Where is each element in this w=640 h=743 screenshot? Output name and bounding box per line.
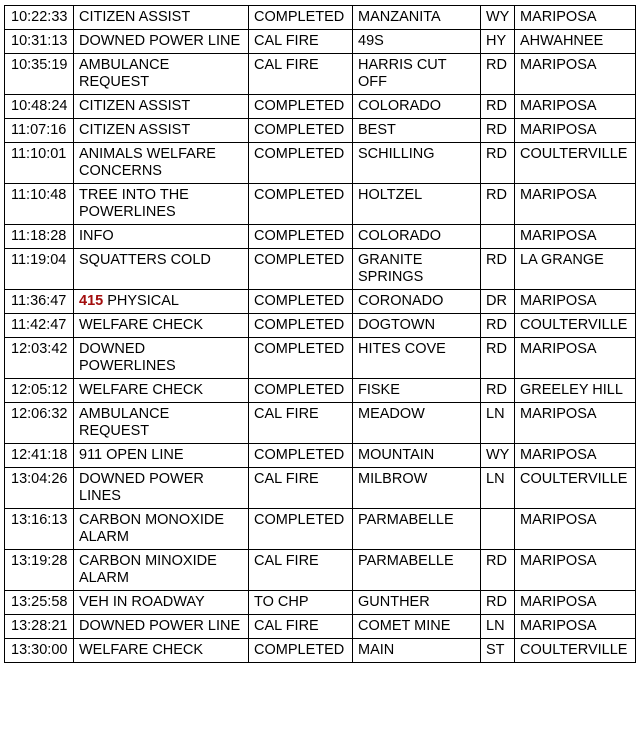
table-row <box>5 184 636 225</box>
street-cell: DOGTOWN <box>353 314 481 338</box>
city-cell: MARIPOSA <box>515 95 636 119</box>
city-cell: MARIPOSA <box>515 54 636 95</box>
incident-cell: CARBON MONOXIDE ALARM <box>74 509 249 550</box>
table-row <box>5 249 636 290</box>
street-cell: HARRIS CUT OFF <box>353 54 481 95</box>
incident-cell: TREE INTO THE POWERLINES <box>74 184 249 225</box>
status-cell: COMPLETED <box>249 290 353 314</box>
status-cell: COMPLETED <box>249 6 353 30</box>
status-cell: COMPLETED <box>249 379 353 403</box>
incident-cell: AMBULANCE REQUEST <box>74 54 249 95</box>
road-type-cell: RD <box>481 314 515 338</box>
table-row <box>5 6 636 30</box>
table-row <box>5 143 636 184</box>
table-row <box>5 509 636 550</box>
street-cell: COLORADO <box>353 225 481 249</box>
time-cell: 10:48:24 <box>5 95 74 119</box>
status-cell: COMPLETED <box>249 639 353 663</box>
incident-log <box>4 5 635 663</box>
time-cell: 11:36:47 <box>5 290 74 314</box>
time-cell: 11:42:47 <box>5 314 74 338</box>
incident-cell: CITIZEN ASSIST <box>74 6 249 30</box>
status-cell: CAL FIRE <box>249 550 353 591</box>
time-cell: 11:07:16 <box>5 119 74 143</box>
street-cell: 49S <box>353 30 481 54</box>
city-cell: COULTERVILLE <box>515 143 636 184</box>
incident-cell: AMBULANCE REQUEST <box>74 403 249 444</box>
time-cell: 11:10:48 <box>5 184 74 225</box>
table-row <box>5 54 636 95</box>
time-cell: 12:03:42 <box>5 338 74 379</box>
road-type-cell: RD <box>481 54 515 95</box>
city-cell: MARIPOSA <box>515 591 636 615</box>
road-type-cell: WY <box>481 6 515 30</box>
status-cell: COMPLETED <box>249 444 353 468</box>
road-type-cell <box>481 225 515 249</box>
city-cell: GREELEY HILL <box>515 379 636 403</box>
table-row <box>5 444 636 468</box>
city-cell: COULTERVILLE <box>515 314 636 338</box>
table-row <box>5 615 636 639</box>
time-cell: 13:04:26 <box>5 468 74 509</box>
incident-cell: DOWNED POWER LINES <box>74 468 249 509</box>
street-cell: FISKE <box>353 379 481 403</box>
city-cell: MARIPOSA <box>515 444 636 468</box>
street-cell: PARMABELLE <box>353 550 481 591</box>
time-cell: 10:35:19 <box>5 54 74 95</box>
status-cell: CAL FIRE <box>249 54 353 95</box>
road-type-cell: RD <box>481 143 515 184</box>
city-cell: MARIPOSA <box>515 509 636 550</box>
incident-cell: CITIZEN ASSIST <box>74 95 249 119</box>
status-cell: COMPLETED <box>249 95 353 119</box>
incident-cell: DOWNED POWERLINES <box>74 338 249 379</box>
street-cell: GUNTHER <box>353 591 481 615</box>
status-cell: COMPLETED <box>249 143 353 184</box>
street-cell: SCHILLING <box>353 143 481 184</box>
city-cell: MARIPOSA <box>515 290 636 314</box>
time-cell: 12:06:32 <box>5 403 74 444</box>
time-cell: 12:41:18 <box>5 444 74 468</box>
road-type-cell: RD <box>481 338 515 379</box>
incident-cell: WELFARE CHECK <box>74 639 249 663</box>
road-type-cell: LN <box>481 468 515 509</box>
table-row <box>5 290 636 314</box>
incident-cell <box>74 290 249 314</box>
city-cell: MARIPOSA <box>515 119 636 143</box>
road-type-cell: RD <box>481 184 515 225</box>
status-cell: TO CHP <box>249 591 353 615</box>
street-cell: GRANITE SPRINGS <box>353 249 481 290</box>
road-type-cell: RD <box>481 249 515 290</box>
street-cell: MOUNTAIN <box>353 444 481 468</box>
road-type-cell: RD <box>481 550 515 591</box>
street-cell: COMET MINE <box>353 615 481 639</box>
table-row <box>5 95 636 119</box>
incident-cell: WELFARE CHECK <box>74 314 249 338</box>
status-cell: COMPLETED <box>249 119 353 143</box>
status-cell: COMPLETED <box>249 314 353 338</box>
incident-cell: CITIZEN ASSIST <box>74 119 249 143</box>
street-cell: MANZANITA <box>353 6 481 30</box>
table-row <box>5 591 636 615</box>
time-cell: 10:31:13 <box>5 30 74 54</box>
street-cell: MEADOW <box>353 403 481 444</box>
incident-table <box>4 5 636 663</box>
road-type-cell: DR <box>481 290 515 314</box>
time-cell: 11:10:01 <box>5 143 74 184</box>
table-row <box>5 403 636 444</box>
table-row <box>5 379 636 403</box>
time-cell: 13:19:28 <box>5 550 74 591</box>
incident-rows <box>5 6 636 663</box>
road-type-cell: ST <box>481 639 515 663</box>
status-cell: CAL FIRE <box>249 30 353 54</box>
time-cell: 13:28:21 <box>5 615 74 639</box>
time-cell: 13:16:13 <box>5 509 74 550</box>
road-type-cell: LN <box>481 403 515 444</box>
status-cell: COMPLETED <box>249 338 353 379</box>
table-row <box>5 639 636 663</box>
incident-cell: SQUATTERS COLD <box>74 249 249 290</box>
time-cell: 11:18:28 <box>5 225 74 249</box>
table-row <box>5 314 636 338</box>
status-cell: COMPLETED <box>249 184 353 225</box>
street-cell: CORONADO <box>353 290 481 314</box>
incident-cell: INFO <box>74 225 249 249</box>
incident-cell: VEH IN ROADWAY <box>74 591 249 615</box>
road-type-cell: RD <box>481 379 515 403</box>
road-type-cell: RD <box>481 119 515 143</box>
table-row <box>5 30 636 54</box>
city-cell: MARIPOSA <box>515 6 636 30</box>
table-row <box>5 119 636 143</box>
status-cell: CAL FIRE <box>249 468 353 509</box>
incident-cell: DOWNED POWER LINE <box>74 615 249 639</box>
street-cell: MAIN <box>353 639 481 663</box>
road-type-cell: WY <box>481 444 515 468</box>
street-cell: MILBROW <box>353 468 481 509</box>
street-cell: HITES COVE <box>353 338 481 379</box>
city-cell: MARIPOSA <box>515 338 636 379</box>
table-row <box>5 225 636 249</box>
city-cell: MARIPOSA <box>515 403 636 444</box>
time-cell: 12:05:12 <box>5 379 74 403</box>
table-row <box>5 468 636 509</box>
status-cell: COMPLETED <box>249 509 353 550</box>
incident-cell: CARBON MINOXIDE ALARM <box>74 550 249 591</box>
city-cell: AHWAHNEE <box>515 30 636 54</box>
road-type-cell <box>481 509 515 550</box>
status-cell: COMPLETED <box>249 249 353 290</box>
time-cell: 13:30:00 <box>5 639 74 663</box>
city-cell: COULTERVILLE <box>515 468 636 509</box>
incident-cell: DOWNED POWER LINE <box>74 30 249 54</box>
city-cell: MARIPOSA <box>515 550 636 591</box>
road-type-cell: RD <box>481 591 515 615</box>
city-cell: COULTERVILLE <box>515 639 636 663</box>
table-row <box>5 550 636 591</box>
status-cell: CAL FIRE <box>249 615 353 639</box>
road-type-cell: HY <box>481 30 515 54</box>
incident-text: PHYSICAL <box>103 293 179 309</box>
street-cell: PARMABELLE <box>353 509 481 550</box>
street-cell: COLORADO <box>353 95 481 119</box>
incident-code: 415 <box>79 293 104 309</box>
street-cell: BEST <box>353 119 481 143</box>
city-cell: MARIPOSA <box>515 184 636 225</box>
incident-cell: ANIMALS WELFARE CONCERNS <box>74 143 249 184</box>
incident-cell: WELFARE CHECK <box>74 379 249 403</box>
time-cell: 13:25:58 <box>5 591 74 615</box>
time-cell: 11:19:04 <box>5 249 74 290</box>
road-type-cell: RD <box>481 95 515 119</box>
road-type-cell: LN <box>481 615 515 639</box>
city-cell: LA GRANGE <box>515 249 636 290</box>
city-cell: MARIPOSA <box>515 615 636 639</box>
status-cell: COMPLETED <box>249 225 353 249</box>
status-cell: CAL FIRE <box>249 403 353 444</box>
time-cell: 10:22:33 <box>5 6 74 30</box>
table-row <box>5 338 636 379</box>
city-cell: MARIPOSA <box>515 225 636 249</box>
incident-cell: 911 OPEN LINE <box>74 444 249 468</box>
street-cell: HOLTZEL <box>353 184 481 225</box>
